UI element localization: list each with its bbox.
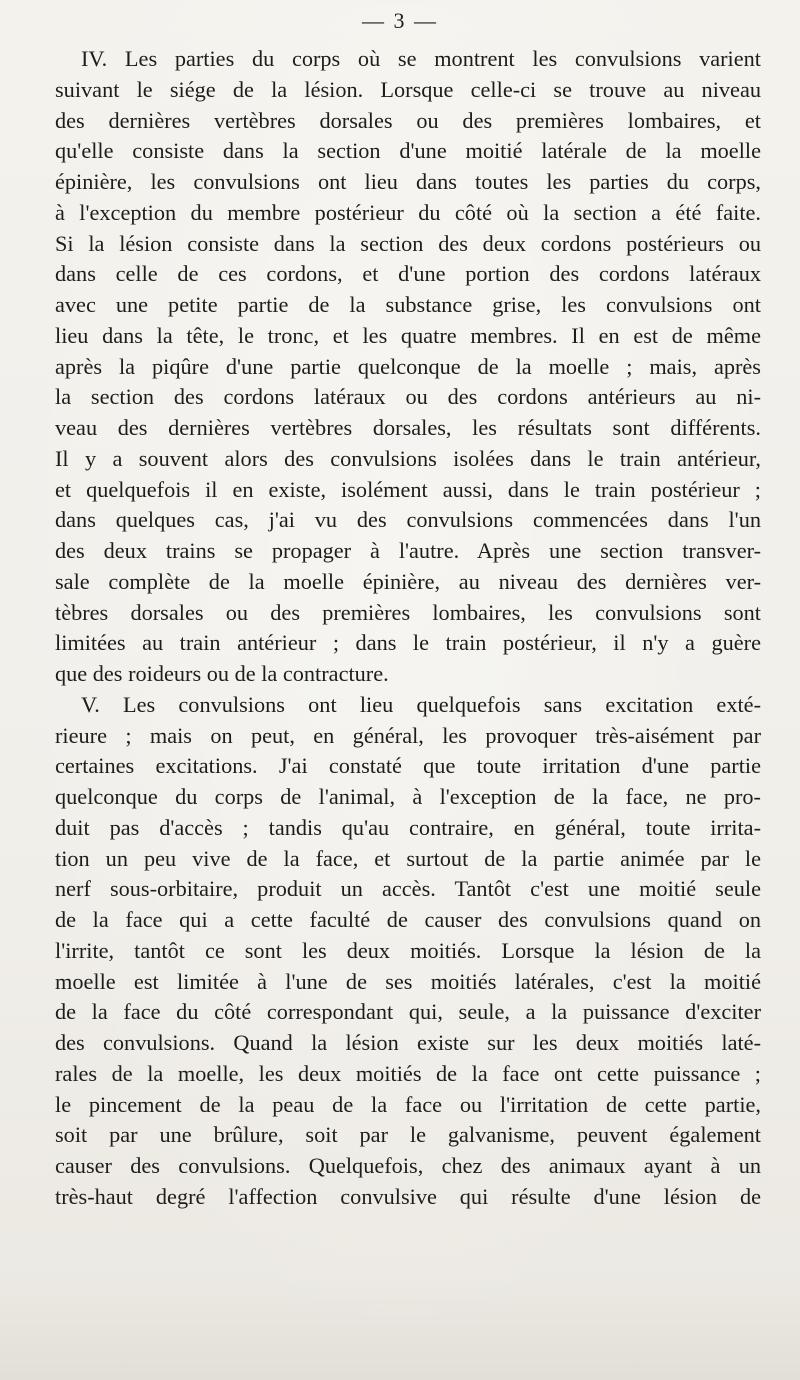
text-line: très-haut degré l'affection convulsive qui résulte d'une lésion de bbox=[55, 1183, 761, 1209]
text-line: de la face qui a cette faculté de causer des convulsions quand on bbox=[55, 907, 761, 932]
text-line: rales de la moelle, les deux moitiés de la face ont cette puissance ; bbox=[55, 1060, 761, 1086]
text-line: dans quelques cas, j'ai vu des convulsions commencées dans l'un bbox=[55, 507, 761, 533]
text-line: certaines excitations. J'ai constaté que toute irritation d'une partie bbox=[55, 753, 761, 779]
text-line: veau des dernières vertèbres dorsales, les résultats sont différents. bbox=[55, 415, 761, 440]
text-line: des convulsions. Quand la lésion existe sur les deux moitiés laté- bbox=[55, 1030, 761, 1055]
text-line: nerf sous-orbitaire, produit un accès. Tantôt c'est une moitié seule bbox=[55, 876, 761, 902]
text-line: Si la lésion consiste dans la section des deux cordons postérieurs ou bbox=[55, 230, 761, 256]
text-line: qu'elle consiste dans la section d'une moitié latérale de la moelle bbox=[55, 138, 761, 164]
text-line: limitées au train antérieur ; dans le train postérieur, il n'y a guère bbox=[55, 630, 761, 656]
text-line: que des roideurs ou de la contracture. bbox=[55, 661, 389, 686]
text-line: la section des cordons latéraux ou des cordons antérieurs au ni- bbox=[55, 384, 761, 410]
text-line: rieure ; mais on peut, en général, les provoquer très-aisément par bbox=[55, 722, 761, 748]
text-line: soit par une brûlure, soit par le galvanisme, peuvent également bbox=[55, 1122, 761, 1148]
text-line: moelle est limitée à l'une de ses moitiés latérales, c'est la moitié bbox=[55, 968, 761, 994]
text-line: des deux trains se propager à l'autre. Après une section transver- bbox=[55, 538, 761, 563]
text-line: Il y a souvent alors des convulsions isolées dans le train antérieur, bbox=[55, 445, 761, 471]
text-line: tèbres dorsales ou des premières lombaires, les convulsions sont bbox=[55, 599, 761, 625]
text-line: quelconque du corps de l'animal, à l'exception de la face, ne pro- bbox=[55, 784, 761, 809]
text-line: causer des convulsions. Quelquefois, chez des animaux ayant à un bbox=[55, 1153, 761, 1178]
text-line: l'irrite, tantôt ce sont les deux moitiés. Lorsque la lésion de la bbox=[55, 937, 761, 963]
paper-shading bbox=[0, 1275, 800, 1380]
text-line: tion un peu vive de la face, et surtout de la partie animée par le bbox=[55, 845, 761, 871]
text-line: dans celle de ces cordons, et d'une portion des cordons latéraux bbox=[55, 261, 761, 287]
text-line: sale complète de la moelle épinière, au niveau des dernières ver- bbox=[55, 568, 761, 594]
text-line: IV. Les parties du corps où se montrent les convulsions varient bbox=[81, 46, 761, 71]
text-line: après la piqûre d'une partie quelconque de la moelle ; mais, après bbox=[55, 353, 761, 379]
text-line: lieu dans la tête, le tronc, et les quatre membres. Il en est de même bbox=[55, 322, 761, 348]
text-line: épinière, les convulsions ont lieu dans toutes les parties du corps, bbox=[55, 169, 761, 194]
text-line: suivant le siége de la lésion. Lorsque celle-ci se trouve au niveau bbox=[55, 76, 761, 102]
page-number: — 3 — bbox=[362, 8, 438, 33]
text-line: et quelquefois il en existe, isolément aussi, dans le train postérieur ; bbox=[55, 476, 761, 502]
body-text bbox=[55, 44, 761, 1213]
text-line: le pincement de la peau de la face ou l'irritation de cette partie, bbox=[55, 1091, 761, 1117]
text-line: à l'exception du membre postérieur du côté où la section a été faite. bbox=[55, 199, 761, 225]
text-line: avec une petite partie de la substance grise, les convulsions ont bbox=[55, 292, 761, 317]
text-line: des dernières vertèbres dorsales ou des premières lombaires, et bbox=[55, 107, 761, 133]
text-line: V. Les convulsions ont lieu quelquefois sans excitation exté- bbox=[81, 691, 761, 717]
text-line: duit pas d'accès ; tandis qu'au contraire, en général, toute irrita- bbox=[55, 814, 761, 840]
text-line: de la face du côté correspondant qui, seule, a la puissance d'exciter bbox=[55, 999, 761, 1025]
